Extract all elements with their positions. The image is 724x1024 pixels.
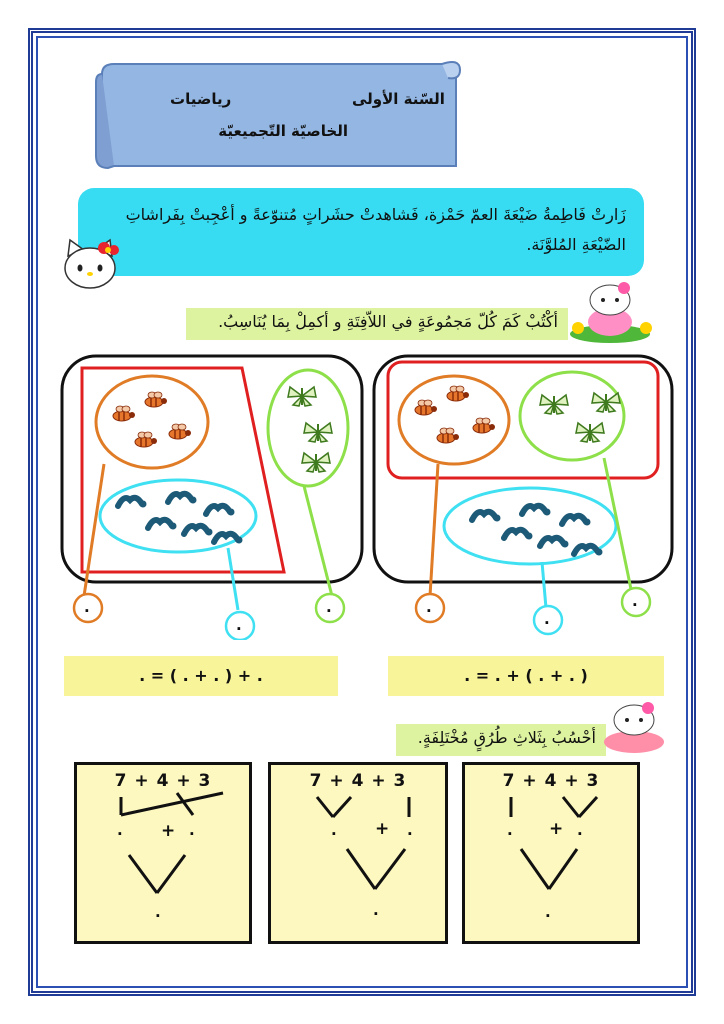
- bee-count-right[interactable]: .: [426, 598, 432, 616]
- calc-partial-left-2[interactable]: .: [331, 821, 337, 839]
- kitty-head-icon: [60, 236, 120, 294]
- calc-expression-2: 7 + 4 + 3: [309, 771, 407, 791]
- calc-partial-right-1[interactable]: .: [189, 821, 195, 839]
- butterfly-count-left[interactable]: .: [326, 598, 332, 616]
- grouping-diagrams: [0, 340, 724, 640]
- calc-partial-right-3[interactable]: .: [577, 821, 583, 839]
- calc-partial-left-1[interactable]: .: [117, 821, 123, 839]
- plus-sign-2: +: [375, 819, 390, 839]
- grade-label: السّنة الأولى: [352, 90, 445, 108]
- calc-expression-3: 7 + 4 + 3: [502, 771, 600, 791]
- caterpillar-count-right[interactable]: .: [544, 610, 550, 628]
- equation-right[interactable]: . = . + ( . + . ): [388, 656, 664, 696]
- calc-lines-1: [77, 765, 249, 941]
- subject-label: رياضيات: [170, 90, 232, 108]
- calc-lines-2: [271, 765, 445, 941]
- lesson-title: الخاصيّة التّجميعيّة: [218, 122, 348, 140]
- calc-lines-3: [465, 765, 637, 941]
- story-box: زَارتْ فَاطِمةُ ضَيْعَةَ العمّ حَمْزة، فَشاهدتْ حشَراتٍ مُتنوّعةً و أعْجِبتْ بِفَراشاتِ الضّيْعَةِ المُلوَّنَة.: [78, 188, 644, 276]
- instruction-calc-three-ways: أحْسُبُ بِثَلاثِ طُرُقٍ مُخْتَلِفَةٍ.: [396, 724, 606, 756]
- calc-result-1[interactable]: .: [155, 903, 161, 921]
- calc-box-3: [462, 762, 640, 944]
- equation-left[interactable]: . = ( . + . ) + .: [64, 656, 338, 696]
- scroll-banner: [92, 56, 464, 176]
- calc-box-1: [74, 762, 252, 944]
- butterfly-count-right[interactable]: .: [632, 592, 638, 610]
- caterpillar-count-left[interactable]: .: [236, 616, 242, 634]
- plus-sign-3: +: [549, 819, 564, 839]
- instruction-count-groups: أكْتُبْ كَمَ كُلّ مَجمُوعَةٍ في اللاّفِتَةِ و أكمِلْ بِمَا يُنَاسِبُ.: [186, 308, 568, 340]
- calc-result-3[interactable]: .: [545, 903, 551, 921]
- plus-sign-1: +: [161, 821, 176, 841]
- calc-expression-1: 7 + 4 + 3: [114, 771, 212, 791]
- calc-partial-right-2[interactable]: .: [407, 821, 413, 839]
- calc-result-2[interactable]: .: [373, 901, 379, 919]
- kitty-flower-icon: [566, 282, 660, 344]
- calc-partial-left-3[interactable]: .: [507, 821, 513, 839]
- calc-box-2: [268, 762, 448, 944]
- kitty-sitting-icon: [598, 700, 670, 756]
- bee-count-left[interactable]: .: [84, 598, 90, 616]
